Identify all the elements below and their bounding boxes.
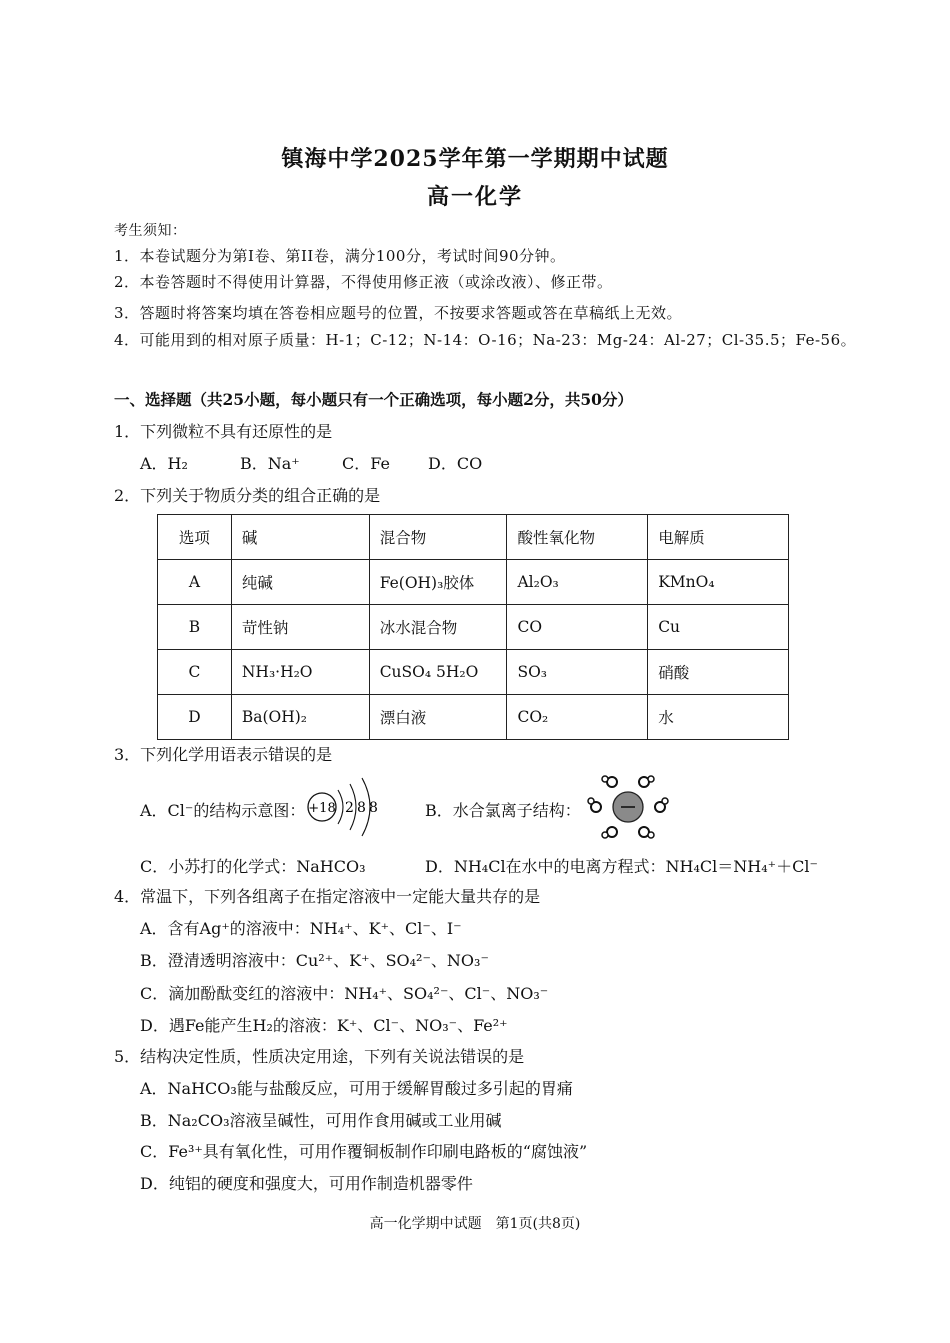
question-3-stem: 3．下列化学用语表示错误的是 xyxy=(114,745,333,764)
section-heading: 一、选择题（共25小题，每小题只有一个正确选项，每小题2分，共50分） xyxy=(114,390,633,409)
table-cell: CO₂ xyxy=(507,695,648,740)
shell-3-count: 8 xyxy=(369,800,378,816)
question-4-stem: 4．常温下，下列各组离子在指定溶液中一定能大量共存的是 xyxy=(114,887,541,906)
table-cell: Cu xyxy=(648,605,789,650)
water-molecule xyxy=(655,798,668,812)
q5-option-b: B．Na₂CO₃溶液呈碱性，可用作食用碱或工业用碱 xyxy=(140,1111,502,1130)
classification-table xyxy=(157,514,789,740)
table-row xyxy=(158,605,789,650)
table-cell: 冰水混合物 xyxy=(369,605,507,650)
nucleus-charge: +18 xyxy=(308,801,336,816)
chloride-structure-diagram xyxy=(300,772,400,842)
q3-option-a: A．Cl⁻的结构示意图： xyxy=(140,801,306,820)
table-header-cell: 酸性氧化物 xyxy=(507,515,648,560)
table-cell: Fe(OH)₃胶体 xyxy=(369,560,507,605)
table-cell: Al₂O₃ xyxy=(507,560,648,605)
page-title: 镇海中学2025学年第一学期期中试题 xyxy=(281,146,669,172)
q4-option-d: D．遇Fe能产生H₂的溶液：K⁺、Cl⁻、NO₃⁻、Fe²⁺ xyxy=(140,1016,508,1035)
question-2-stem: 2．下列关于物质分类的组合正确的是 xyxy=(114,486,381,505)
table-row xyxy=(158,560,789,605)
electron-shell-arc xyxy=(338,790,343,824)
table-row xyxy=(158,695,789,740)
notice-item-4: 4．可能用到的相对原子质量：H-1；C-12；N-14：O-16；Na-23：Mg-24：Al-27；Cl-35.5；Fe-56。 xyxy=(114,331,857,349)
table-header-cell: 碱 xyxy=(231,515,369,560)
water-molecule xyxy=(588,798,601,812)
q3-option-d: D．NH₄Cl在水中的电离方程式：NH₄Cl＝NH₄⁺＋Cl⁻ xyxy=(425,857,818,876)
table-header-row xyxy=(158,515,789,560)
q1-option-b: B．Na⁺ xyxy=(240,454,300,473)
question-5-stem: 5．结构决定性质，性质决定用途，下列有关说法错误的是 xyxy=(114,1047,525,1066)
table-cell: Ba(OH)₂ xyxy=(231,695,369,740)
water-molecule xyxy=(602,776,617,787)
q1-option-c: C．Fe xyxy=(342,454,390,473)
q4-option-a: A．含有Ag⁺的溶液中：NH₄⁺、K⁺、Cl⁻、I⁻ xyxy=(140,919,462,938)
water-molecule xyxy=(602,827,617,838)
question-1-stem: 1．下列微粒不具有还原性的是 xyxy=(114,422,333,441)
q4-option-b: B．澄清透明溶液中：Cu²⁺、K⁺、SO₄²⁻、NO₃⁻ xyxy=(140,951,489,970)
page-footer: 高一化学期中试题 第1页(共8页) xyxy=(369,1216,581,1232)
q5-option-a: A．NaHCO₃能与盐酸反应，可用于缓解胃酸过多引起的胃痛 xyxy=(140,1079,573,1098)
shell-1-count: 2 xyxy=(345,800,354,816)
q3-option-c: C．小苏打的化学式：NaHCO₃ xyxy=(140,857,366,876)
q5-option-d: D．纯铝的硬度和强度大，可用作制造机器零件 xyxy=(140,1174,473,1193)
table-cell: 纯碱 xyxy=(231,560,369,605)
table-cell: B xyxy=(158,605,232,650)
table-cell: KMnO₄ xyxy=(648,560,789,605)
table-header-cell: 电解质 xyxy=(648,515,789,560)
table-header-cell: 混合物 xyxy=(369,515,507,560)
notice-item-3: 3．答题时将答案均填在答卷相应题号的位置，不按要求答题或答在草稿纸上无效。 xyxy=(114,304,683,322)
table-cell: CO xyxy=(507,605,648,650)
page-subtitle: 高一化学 xyxy=(426,184,523,210)
table-cell: SO₃ xyxy=(507,650,648,695)
water-molecule xyxy=(639,776,654,787)
table-cell: 水 xyxy=(648,695,789,740)
hydrated-chloride-diagram xyxy=(586,772,672,842)
q1-option-a: A．H₂ xyxy=(140,454,188,473)
table-cell: C xyxy=(158,650,232,695)
table-cell: 漂白液 xyxy=(369,695,507,740)
shell-2-count: 8 xyxy=(357,800,366,816)
table-row xyxy=(158,650,789,695)
q5-option-c: C．Fe³⁺具有氧化性，可用作覆铜板制作印刷电路板的“腐蚀液” xyxy=(140,1142,588,1161)
notice-heading: 考生须知： xyxy=(114,223,187,239)
q1-option-d: D．CO xyxy=(428,454,483,473)
table-cell: 硝酸 xyxy=(648,650,789,695)
table-cell: NH₃·H₂O xyxy=(231,650,369,695)
q4-option-c: C．滴加酚酞变红的溶液中：NH₄⁺、SO₄²⁻、Cl⁻、NO₃⁻ xyxy=(140,984,549,1003)
notice-item-1: 1．本卷试题分为第I卷、第II卷，满分100分，考试时间90分钟。 xyxy=(114,247,566,265)
table-header-cell: 选项 xyxy=(158,515,232,560)
notice-item-2: 2．本卷答题时不得使用计算器，不得使用修正液（或涂改液）、修正带。 xyxy=(114,273,613,291)
table-cell: CuSO₄ 5H₂O xyxy=(369,650,507,695)
q3-option-b: B．水合氯离子结构： xyxy=(425,801,581,820)
table-cell: 苛性钠 xyxy=(231,605,369,650)
table-cell: D xyxy=(158,695,232,740)
water-molecule xyxy=(639,827,654,838)
table-cell: A xyxy=(158,560,232,605)
